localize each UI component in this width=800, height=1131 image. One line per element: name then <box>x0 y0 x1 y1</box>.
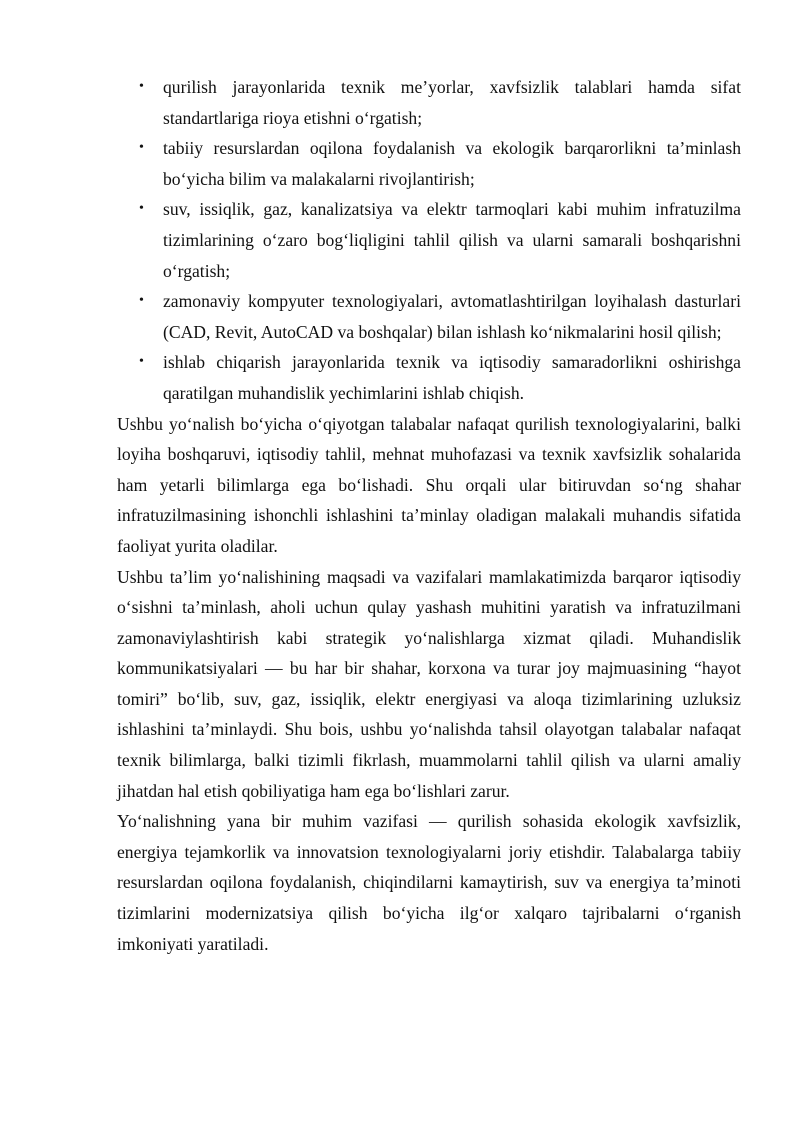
list-item-text: suv, issiqlik, gaz, kanalizatsiya va elektr tarmoqlari kabi muhim infratuzilma tizimlarining o‘zaro bog‘liqligini tahlil qilish va ularni samarali boshqarishni o‘rgatish; <box>163 199 741 281</box>
paragraph: Yo‘nalishning yana bir muhim vazifasi — qurilish sohasida ekologik xavfsizlik, energiya tejamkorlik va innovatsion texnologiyalarni joriy etishdir. Talabalarga tabiiy resurslardan oqilona foydalanish, chiqindilarni kamaytirish, suv va energiya ta’minoti tizimlarini modernizatsiya qilish bo‘yicha ilg‘or xalqaro tajribalarni o‘rganish imkoniyati yaratiladi. <box>117 811 741 954</box>
bullet-icon: • <box>139 354 144 370</box>
paragraph: Ushbu ta’lim yo‘nalishining maqsadi va vazifalari mamlakatimizda barqaror iqtisodiy o‘sishni ta’minlash, aholi uchun qulay yashash muhitini yaratish va infratuzilmani zamonaviylashtirish kabi strategik yo‘nalishlarga xizmat qiladi. Muhandislik kommunikatsiyalari — bu har bir shahar, korxona va turar joy majmuasining “hayot tomiri” bo‘lib, suv, gaz, issiqlik, elektr energiyasi va aloqa tizimlarining uzluksiz ishlashini ta’minlaydi. Shu bois, ushbu yo‘nalishda tahsil olayotgan talabalar nafaqat texnik bilimlarga, balki tizimli fikrlash, muammolarni tahlil qilish va ularni amaliy jihatdan hal etish qobiliyatiga ham ega bo‘lishlari zarur. <box>117 566 741 801</box>
list-item-text: tabiiy resurslardan oqilona foydalanish va ekologik barqarorlikni ta’minlash bo‘yicha bilim va malakalarni rivojlantirish; <box>163 138 741 189</box>
paragraph: Ushbu yo‘nalish bo‘yicha o‘qiyotgan talabalar nafaqat qurilish texnologiyalarini, balki loyiha boshqaruvi, iqtisodiy tahlil, mehnat muhofazasi va texnik xavfsizlik sohalarida ham yetarli bilimlarga ega bo‘lishadi. Shu orqali ular bitiruvdan so‘ng shahar infratuzilmasining ishonchli ishlashini ta’minlay oladigan malakali muhandis sifatida faoliyat yurita oladilar. <box>117 413 741 556</box>
list-item-text: qurilish jarayonlarida texnik me’yorlar, xavfsizlik talablari hamda sifat standartlariga rioya etishni o‘rgatish; <box>163 77 741 128</box>
list-item <box>117 194 741 286</box>
bullet-icon: • <box>139 201 144 217</box>
list-item <box>117 72 741 133</box>
bullet-icon: • <box>139 140 144 156</box>
list-item <box>117 286 741 347</box>
page-content <box>117 72 741 959</box>
list-item <box>117 133 741 194</box>
list-item <box>117 347 741 408</box>
list-item-text: zamonaviy kompyuter texnologiyalari, avtomatlashtirilgan loyihalash dasturlari (CAD, Revit, AutoCAD va boshqalar) bilan ishlash ko‘nikmalarini hosil qilish; <box>163 291 741 342</box>
bullet-icon: • <box>139 79 144 94</box>
list-item-text: ishlab chiqarish jarayonlarida texnik va iqtisodiy samaradorlikni oshirishga qaratilgan muhandislik yechimlarini ishlab chiqish. <box>163 352 741 403</box>
objectives-list <box>117 72 741 409</box>
bullet-icon: • <box>139 293 144 309</box>
